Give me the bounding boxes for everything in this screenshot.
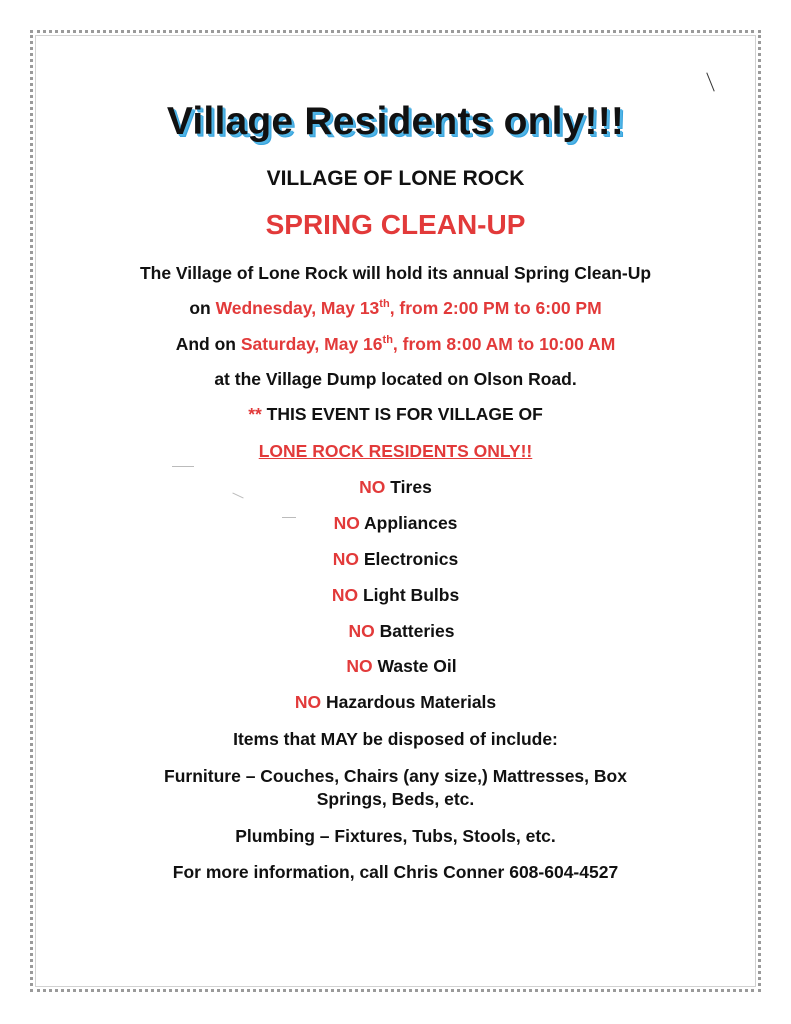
scan-speck <box>172 466 194 467</box>
allowed-furniture-line2: Springs, Beds, etc. <box>316 789 475 809</box>
date-line-wednesday <box>40 297 751 319</box>
prohibited-item <box>40 691 751 713</box>
notice-stars: ** <box>248 404 262 424</box>
date-suffix: th <box>379 298 390 311</box>
prohibited-item <box>40 476 751 498</box>
intro-line: The Village of Lone Rock will hold its annual Spring Clean-Up <box>139 263 652 283</box>
allowed-header: Items that MAY be disposed of include: <box>233 729 558 749</box>
no-label: NO <box>359 477 386 497</box>
no-label: NO <box>333 513 360 533</box>
prohibited-item-label: Batteries <box>379 621 455 641</box>
date-prefix: on <box>189 298 216 318</box>
date-day: Saturday, May 16 <box>240 334 383 354</box>
prohibited-item-label: Electronics <box>363 549 459 569</box>
no-label: NO <box>294 692 322 712</box>
notice-line <box>40 403 751 425</box>
date-suffix: th <box>382 334 393 347</box>
prohibited-item <box>40 620 751 642</box>
date-time: , from 2:00 PM to 6:00 PM <box>389 298 602 318</box>
date-time: , from 8:00 AM to 10:00 AM <box>392 334 616 354</box>
headline: Village Residents only!!! <box>166 100 625 143</box>
no-label: NO <box>348 621 375 641</box>
allowed-furniture-line1: Furniture – Couches, Chairs (any size,) Mattresses, Box <box>164 766 627 786</box>
prohibited-item-label: Light Bulbs <box>362 585 460 605</box>
prohibited-item-label: Waste Oil <box>377 656 457 676</box>
prohibited-item-label: Tires <box>390 477 432 497</box>
no-label: NO <box>331 585 359 605</box>
residents-only-line: LONE ROCK RESIDENTS ONLY!! <box>258 441 533 461</box>
date-day: Wednesday, May 13 <box>215 298 380 318</box>
prohibited-item <box>40 584 751 606</box>
prohibited-item <box>40 655 751 677</box>
notice-text: THIS EVENT IS FOR VILLAGE OF <box>261 404 543 424</box>
prohibited-item <box>40 512 751 534</box>
prohibited-item-label: Hazardous Materials <box>325 692 497 712</box>
no-label: NO <box>332 549 359 569</box>
date-line-saturday <box>40 333 751 355</box>
event-title: SPRING CLEAN-UP <box>265 209 526 240</box>
location-line: at the Village Dump located on Olson Road. <box>214 369 577 389</box>
organization-name: VILLAGE OF LONE ROCK <box>266 167 525 190</box>
allowed-plumbing: Plumbing – Fixtures, Tubs, Stools, etc. <box>235 826 556 846</box>
prohibited-item-label: Appliances <box>364 513 458 533</box>
contact-line: For more information, call Chris Conner 608-604-4527 <box>172 862 619 882</box>
no-label: NO <box>346 656 373 676</box>
prohibited-item <box>40 548 751 570</box>
date-prefix: And on <box>175 334 241 354</box>
